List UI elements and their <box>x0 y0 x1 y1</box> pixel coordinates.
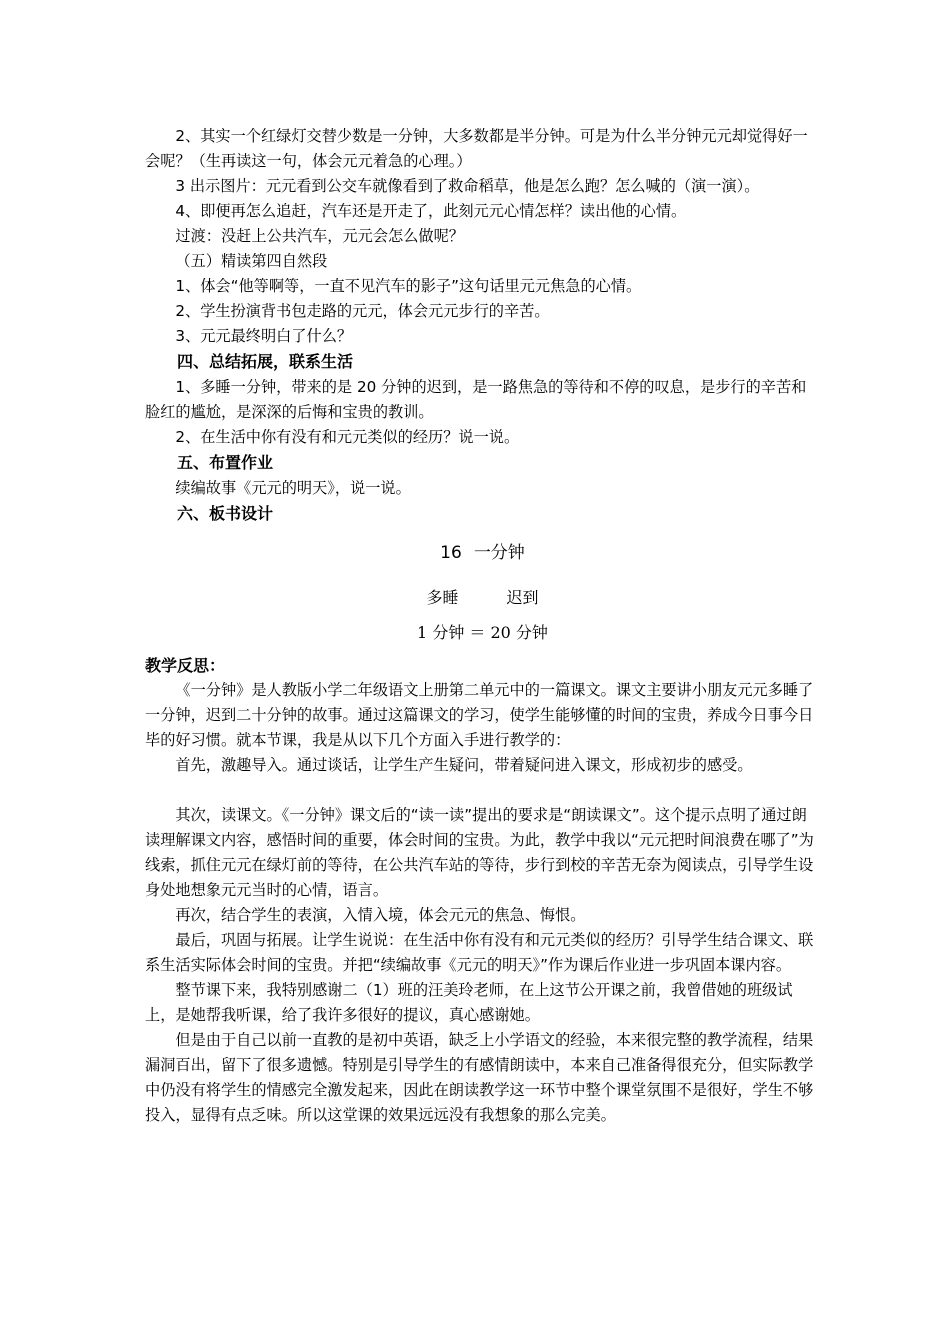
paragraph: 其次，读课文。《一分钟》课文后的“读一读”提出的要求是“朗读课文”。这个提示点明了通过朗读理解课文内容，感悟时间的重要，体会时间的宝贵。为此，教学中我以“元元把时间浪费在哪了”为线索，抓住元元在绿灯前的等待，在公共汽车站的等待，步行到校的辛苦无奈为阅读点，引导学生设身处地想象元元当时的心情，语言。 <box>145 806 814 899</box>
paragraph: 续编故事《元元的明天》，说一说。 <box>175 479 411 497</box>
board-equation: 1 分钟 ＝ 20 分钟 <box>417 623 548 642</box>
paragraph: 首先，激趣导入。通过谈话，让学生产生疑问，带着疑问进入课文，形成初步的感受。 <box>175 756 753 774</box>
paragraph: 4、即便再怎么追赶，汽车还是开走了，此刻元元心情怎样？读出他的心情。 <box>175 202 687 220</box>
spacer <box>145 778 820 803</box>
subsection-heading: （五）精读第四自然段 <box>175 252 328 270</box>
paragraph: 再次，结合学生的表演，入情入境，体会元元的焦急、悔恨。 <box>175 906 586 924</box>
board-title-text: 一分钟 <box>473 543 525 563</box>
board-left-label: 多睡 <box>426 588 459 607</box>
paragraph: 1、多睡一分钟，带来的是 20 分钟的迟到，是一路焦急的等待和不停的叹息，是步行的辛苦和脸红的尴尬，是深深的后悔和宝贵的教训。 <box>145 378 807 421</box>
paragraph: 1、体会“他等啊等，一直不见汽车的影子”这句话里元元焦急的心情。 <box>175 277 642 295</box>
paragraph: 整节课下来，我特别感谢二（1）班的汪美玲老师，在上这节公开课之前，我曾借她的班级试上，是她帮我听课，给了我许多很好的提议，真心感谢她。 <box>145 981 793 1024</box>
paragraph: 3 出示图片：元元看到公交车就像看到了救命稻草，他是怎么跑？怎么喊的（演一演）。 <box>175 177 760 195</box>
paragraph: 但是由于自己以前一直教的是初中英语，缺乏上小学语文的经验，本来很完整的教学流程，结果漏洞百出，留下了很多遗憾。特别是引导学生的有感情朗读中，本来自己准备得很充分，但实际教学中仍没有将学生的情感完全激发起来，因此在朗读教学这一环节中整个课堂氛围不是很好，学生不够投入，显得有点乏味。所以这堂课的效果远远没有我想象的那么完美。 <box>145 1031 814 1124</box>
section-heading: 五、布置作业 <box>177 453 274 472</box>
paragraph: 3、元元最终明白了什么？ <box>175 327 353 345</box>
paragraph: 2、学生扮演背书包走路的元元，体会元元步行的辛苦。 <box>175 302 550 320</box>
board-title <box>145 539 820 567</box>
reflection-title: 教学反思： <box>145 656 226 675</box>
paragraph: 《一分钟》是人教版小学二年级语文上册第二单元中的一篇课文。课文主要讲小朋友元元多睡了一分钟，迟到二十分钟的故事。通过这篇课文的学习，使学生能够懂的时间的宝贵，养成今日事今日毕的好习惯。就本节课，我是从以下几个方面入手进行教学的： <box>145 681 814 749</box>
document-body <box>145 124 820 1128</box>
paragraph: 2、其实一个红绿灯交替少数是一分钟，大多数都是半分钟。可是为什么半分钟元元却觉得好一会呢？（生再读这一句，体会元元着急的心理。） <box>145 127 808 170</box>
section-heading: 四、总结拓展，联系生活 <box>177 352 354 371</box>
board-row <box>145 585 820 610</box>
paragraph: 2、在生活中你有没有和元元类似的经历？说一说。 <box>175 428 520 446</box>
board-right-label: 迟到 <box>506 588 539 607</box>
board-number: 16 <box>440 543 462 563</box>
paragraph: 最后，巩固与拓展。让学生说说：在生活中你有没有和元元类似的经历？引导学生结合课文、联系生活实际体会时间的宝贵。并把“续编故事《元元的明天》”作为课后作业进一步巩固本课内容。 <box>145 931 814 974</box>
paragraph: 过渡：没赶上公共汽车，元元会怎么做呢？ <box>175 227 464 245</box>
section-heading: 六、板书设计 <box>177 504 274 523</box>
